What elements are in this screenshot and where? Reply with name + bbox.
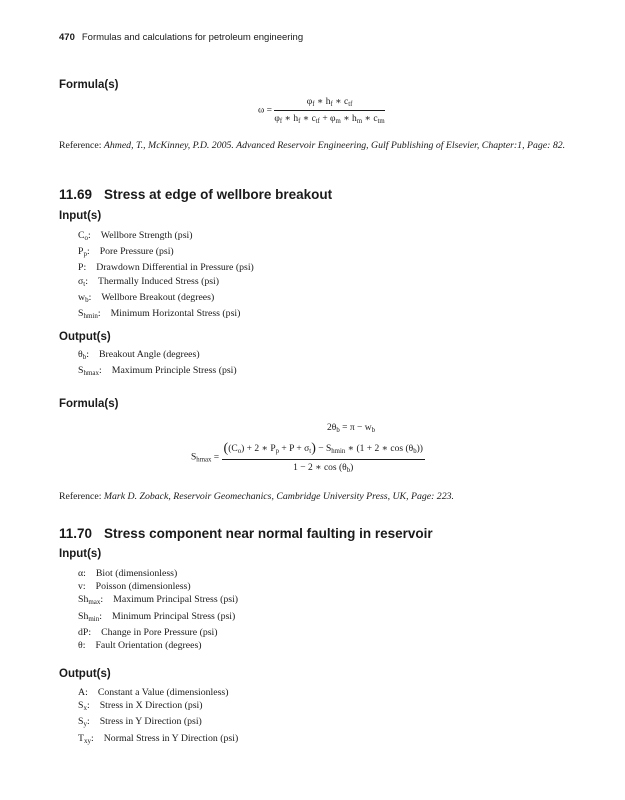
variable-symbol: dP:: [78, 626, 92, 638]
variable-symbol: A:: [78, 687, 88, 698]
variable-list-1169-input: [78, 229, 254, 323]
page-number: 470: [59, 32, 75, 43]
variable-row: [78, 348, 237, 364]
variable-row: [78, 699, 238, 715]
section-title-text: Stress at edge of wellbore breakout: [104, 187, 333, 202]
variable-symbol: $S_y$:: [78, 716, 90, 729]
variable-list-1170-input: [78, 567, 238, 652]
reference-label: Reference:: [59, 140, 102, 151]
output-heading-1169: Output(s): [59, 331, 111, 343]
variable-description: Drawdown Differential in Pressure (psi): [96, 262, 254, 274]
variable-description: Constant a Value (dimensionless): [97, 687, 229, 698]
reference-text: Mark D. Zoback, Reservoir Geomechanics, Cambridge University Press, UK, Page: 223.: [103, 491, 454, 502]
variable-description: Biot (dimensionless): [95, 568, 178, 579]
variable-description: Pore Pressure (psi): [99, 246, 174, 258]
variable-row: [78, 229, 254, 245]
reference-1169: [59, 490, 574, 504]
variable-symbol: v:: [78, 581, 86, 593]
running-title: Formulas and calculations for petroleum engineering: [81, 32, 304, 43]
reference-label: Reference:: [59, 491, 102, 502]
variable-row: [78, 593, 238, 609]
variable-symbol: $\theta_b$:: [78, 349, 89, 361]
variable-symbol: $Sh_{min}$:: [78, 610, 102, 623]
variable-row: [78, 610, 238, 626]
equation-omega: ω = $\frac{\varphi_f ∗ h_f ∗ c_{tf}}{\varphi_f ∗ h_f ∗ c_{tf} + \varphi_m ∗ h_m ∗ c_{tm}}$: [258, 97, 385, 125]
variable-symbol: $T_{xy}$:: [78, 732, 94, 745]
variable-symbol: $Sh_{max}$:: [78, 594, 104, 607]
section-title-1169: [59, 187, 332, 202]
variable-description: Stress in X Direction (psi): [99, 700, 203, 712]
section-number: 11.70: [59, 526, 93, 541]
variable-row: [78, 261, 254, 274]
variable-description: Wellbore Strength (psi): [100, 230, 193, 241]
variable-row: [78, 686, 238, 699]
variable-row: [78, 626, 238, 639]
variable-description: Stress in Y Direction (psi): [99, 716, 202, 728]
variable-description: Wellbore Breakout (degrees): [101, 291, 215, 303]
variable-symbol: θ:: [78, 640, 86, 652]
variable-description: Change in Pore Pressure (psi): [101, 626, 218, 638]
input-heading-1169: Input(s): [59, 210, 102, 222]
variable-description: Maximum Principal Stress (psi): [113, 594, 239, 606]
variable-symbol: $P_p$:: [78, 246, 90, 259]
variable-row: [78, 364, 237, 380]
output-heading-1170: Output(s): [59, 668, 111, 680]
variable-symbol: $w_b$:: [78, 291, 92, 304]
variable-symbol: $S_x$:: [78, 700, 90, 713]
variable-symbol: $C_o$:: [78, 230, 91, 242]
variable-symbol: P:: [78, 262, 87, 274]
variable-list-1169-output: [78, 348, 237, 380]
variable-row: [78, 639, 238, 652]
section-number: 11.69: [59, 187, 93, 202]
variable-description: Normal Stress in Y Direction (psi): [103, 732, 239, 744]
variable-description: Breakout Angle (degrees): [98, 349, 200, 360]
variable-symbol: $S_{hmax}$:: [78, 365, 102, 378]
reference-text: Ahmed, T., McKinney, P.D. 2005. Advanced Reservoir Engineering, Gulf Publishing of Elsevier, Chapter:1, Page: 82.: [103, 140, 566, 151]
formula-heading-top: Formula(s): [59, 79, 119, 91]
formula-heading-1169: Formula(s): [59, 398, 119, 410]
variable-symbol: $S_{hmin}$:: [78, 308, 101, 321]
variable-list-1170-output: [78, 686, 238, 748]
reference-top: [59, 139, 574, 153]
variable-description: Maximum Principle Stress (psi): [111, 365, 237, 377]
variable-row: [78, 567, 238, 580]
equation-shmax: $S_{hmax}$ = $\frac{((C_o) + 2 ∗ P_p + P + \sigma_t) - S_{hmin} ∗ (1 + 2 ∗ \cos (\theta_b))}{1 - 2 ∗ \cos (\theta_b)}$: [191, 441, 423, 474]
variable-row: [78, 307, 254, 323]
variable-description: Fault Orientation (degrees): [95, 640, 202, 652]
section-title-text: Stress component near normal faulting in reservoir: [104, 526, 433, 541]
equation-breakout-angle: $2\theta_b = \pi - w_b$: [327, 423, 375, 434]
variable-row: [78, 732, 238, 748]
variable-description: Minimum Principal Stress (psi): [111, 610, 236, 622]
section-title-1170: [59, 526, 433, 541]
variable-row: [78, 580, 238, 593]
variable-row: [78, 245, 254, 261]
variable-description: Thermally Induced Stress (psi): [97, 275, 220, 287]
variable-description: Poisson (dimensionless): [95, 581, 191, 593]
variable-symbol: α:: [78, 568, 86, 579]
running-head: [59, 32, 303, 43]
input-heading-1170: Input(s): [59, 548, 102, 560]
variable-description: Minimum Horizontal Stress (psi): [110, 308, 241, 320]
variable-row: [78, 715, 238, 731]
variable-row: [78, 291, 254, 307]
variable-symbol: $\sigma_t$:: [78, 275, 88, 288]
variable-row: [78, 275, 254, 291]
